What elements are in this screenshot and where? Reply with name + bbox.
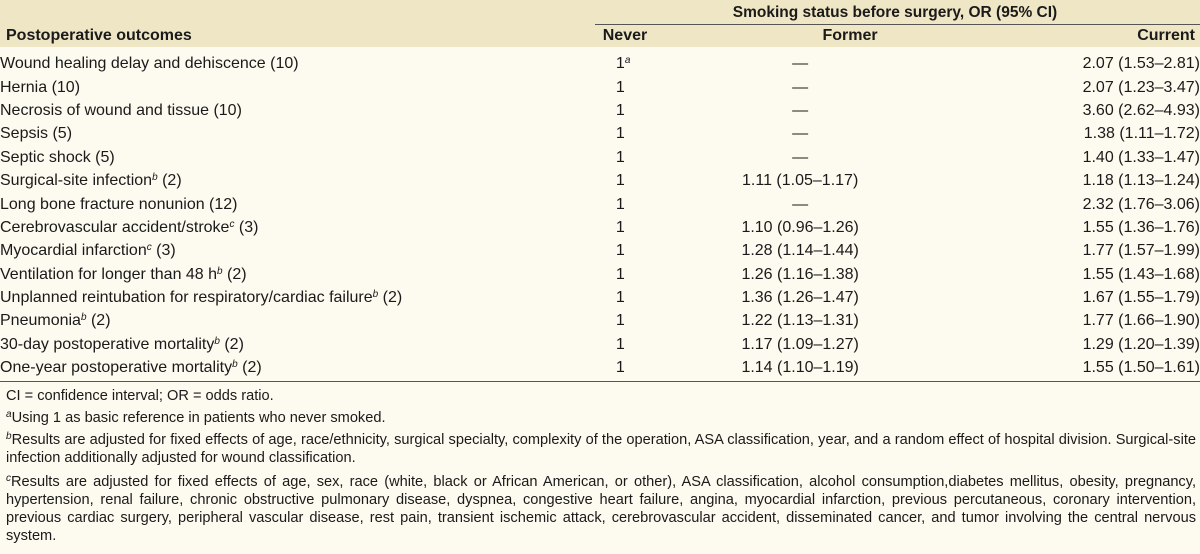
cell-current: 2.32 (1.76–3.06) bbox=[1082, 195, 1200, 213]
never-number: 1 bbox=[615, 148, 625, 166]
table-row bbox=[0, 216, 1200, 239]
outcome-reference: (2) bbox=[378, 289, 403, 307]
never-value bbox=[616, 356, 625, 379]
never-number: 1 bbox=[615, 312, 625, 330]
outcome-label: Septic shock (5) bbox=[0, 148, 115, 166]
cell-former: 1.17 (1.09–1.27) bbox=[741, 335, 859, 353]
cell-former: — bbox=[792, 195, 809, 213]
never-value bbox=[616, 239, 625, 262]
footnote-a-mark: a bbox=[6, 409, 12, 420]
cell-never bbox=[572, 169, 667, 192]
table-row bbox=[0, 169, 1200, 192]
column-header-current: Current bbox=[1137, 27, 1195, 44]
footnote-mark: b bbox=[214, 335, 220, 347]
outcome-label: Unplanned reintubation for respiratory/cardiac failure bbox=[0, 289, 373, 307]
cell-current: 1.29 (1.20–1.39) bbox=[1082, 335, 1200, 353]
cell-former: 1.28 (1.14–1.44) bbox=[741, 242, 859, 260]
footnote-mark: a bbox=[624, 55, 631, 67]
group-divider bbox=[595, 24, 1200, 25]
cell-outcome bbox=[0, 356, 572, 379]
outcome-reference: (2) bbox=[222, 265, 247, 283]
cell-never bbox=[572, 356, 667, 379]
cell-former: 1.22 (1.13–1.31) bbox=[741, 312, 859, 330]
never-number: 1 bbox=[615, 359, 625, 377]
outcome-label: Ventilation for longer than 48 h bbox=[0, 265, 218, 283]
footnote-mark: b bbox=[232, 359, 238, 371]
footnote-mark: b bbox=[152, 172, 158, 184]
never-value bbox=[616, 122, 625, 145]
footnote-mark: b bbox=[80, 312, 87, 324]
outcome-label: Pneumonia bbox=[0, 312, 81, 330]
table-row bbox=[0, 146, 1200, 169]
outcome-reference: (2) bbox=[157, 172, 182, 190]
footnotes bbox=[6, 387, 1196, 551]
footnote-a bbox=[6, 409, 1196, 427]
table-row bbox=[0, 286, 1200, 309]
table-row bbox=[0, 122, 1200, 145]
column-header-never: Never bbox=[602, 27, 648, 44]
cell-never bbox=[572, 333, 667, 356]
cell-outcome bbox=[0, 239, 572, 262]
cell-never bbox=[572, 309, 667, 332]
never-value bbox=[616, 99, 625, 122]
cell-former: — bbox=[792, 78, 809, 96]
never-number: 1 bbox=[615, 242, 625, 260]
outcome-label: Cerebrovascular accident/stroke bbox=[0, 218, 230, 236]
cell-never bbox=[572, 99, 667, 122]
outcome-label: Wound healing delay and dehiscence (10) bbox=[0, 55, 299, 73]
cell-former: — bbox=[792, 148, 809, 166]
cell-never bbox=[572, 239, 667, 262]
footnote-mark: c bbox=[146, 242, 152, 254]
never-number: 1 bbox=[615, 218, 625, 236]
footnote-mark: b bbox=[372, 289, 379, 301]
table-row bbox=[0, 239, 1200, 262]
group-title: Smoking status before surgery, OR (95% CI) bbox=[732, 4, 1058, 21]
table-header bbox=[0, 0, 1200, 47]
cell-never bbox=[572, 286, 667, 309]
never-value bbox=[616, 146, 625, 169]
cell-outcome bbox=[0, 75, 572, 98]
cell-outcome bbox=[0, 263, 572, 286]
footnote-b-mark: b bbox=[6, 431, 12, 442]
never-value bbox=[616, 309, 625, 332]
outcome-label: Long bone fracture nonunion (12) bbox=[0, 195, 238, 213]
cell-never bbox=[572, 146, 667, 169]
cell-never bbox=[572, 263, 667, 286]
cell-current: 1.67 (1.55–1.79) bbox=[1082, 289, 1200, 307]
cell-outcome bbox=[0, 192, 572, 215]
never-number: 1 bbox=[615, 335, 625, 353]
outcome-reference: (2) bbox=[219, 335, 244, 353]
never-number: 1 bbox=[615, 55, 625, 73]
cell-current: 1.55 (1.43–1.68) bbox=[1082, 265, 1200, 283]
table-row bbox=[0, 356, 1200, 379]
never-value bbox=[616, 76, 625, 99]
cell-outcome bbox=[0, 216, 572, 239]
cell-outcome bbox=[0, 309, 572, 332]
footnote-abbreviations: CI = confidence interval; OR = odds ratio. bbox=[6, 388, 274, 404]
cell-former: 1.26 (1.16–1.38) bbox=[741, 265, 859, 283]
never-value bbox=[616, 333, 625, 356]
table-row bbox=[0, 99, 1200, 122]
cell-current: 2.07 (1.53–2.81) bbox=[1082, 55, 1200, 73]
cell-former: 1.14 (1.10–1.19) bbox=[741, 359, 859, 377]
table-row bbox=[0, 333, 1200, 356]
cell-current: 3.60 (2.62–4.93) bbox=[1082, 101, 1200, 119]
never-value bbox=[616, 263, 625, 286]
cell-never bbox=[572, 216, 667, 239]
cell-outcome bbox=[0, 286, 572, 309]
cell-current: 1.55 (1.36–1.76) bbox=[1082, 218, 1200, 236]
table-row bbox=[0, 309, 1200, 332]
footnote-b bbox=[6, 431, 1196, 467]
table-row bbox=[0, 75, 1200, 98]
table-row bbox=[0, 263, 1200, 286]
cell-former: 1.36 (1.26–1.47) bbox=[741, 289, 859, 307]
never-number: 1 bbox=[615, 78, 625, 96]
outcome-label: Sepsis (5) bbox=[0, 125, 73, 143]
never-number: 1 bbox=[615, 125, 625, 143]
column-header-former: Former bbox=[822, 27, 878, 44]
outcome-label: Hernia (10) bbox=[0, 78, 81, 96]
cell-never bbox=[572, 122, 667, 145]
table-bottom-rule bbox=[0, 381, 1200, 382]
table-row bbox=[0, 192, 1200, 215]
cell-former: — bbox=[792, 125, 809, 143]
never-value bbox=[616, 286, 625, 309]
never-number: 1 bbox=[615, 101, 625, 119]
cell-current: 1.55 (1.50–1.61) bbox=[1082, 359, 1200, 377]
never-number: 1 bbox=[615, 265, 625, 283]
cell-current: 2.07 (1.23–3.47) bbox=[1082, 78, 1200, 96]
cell-outcome bbox=[0, 333, 572, 356]
cell-former: 1.11 (1.05–1.17) bbox=[742, 172, 859, 190]
cell-outcome bbox=[0, 52, 572, 75]
never-number: 1 bbox=[615, 195, 625, 213]
cell-never bbox=[572, 75, 667, 98]
outcome-label: Surgical-site infection bbox=[0, 172, 153, 190]
never-number: 1 bbox=[615, 289, 625, 307]
footnote-b-text: Results are adjusted for fixed effects of age, race/ethnicity, surgical specialty, complexity of the operation, ASA classification, year, and a random effect of hospital division. Surgical-site infection additionally adjusted for wound classification. bbox=[6, 432, 1196, 466]
never-value bbox=[616, 216, 625, 239]
cell-outcome bbox=[0, 99, 572, 122]
cell-current: 1.40 (1.33–1.47) bbox=[1082, 148, 1200, 166]
footnote-c-mark: c bbox=[6, 473, 11, 484]
cell-outcome bbox=[0, 122, 572, 145]
cell-current: 1.18 (1.13–1.24) bbox=[1082, 172, 1200, 190]
cell-never bbox=[572, 192, 667, 215]
cell-former: — bbox=[792, 101, 809, 119]
never-number: 1 bbox=[615, 172, 625, 190]
outcome-label: 30-day postoperative mortality bbox=[0, 335, 215, 353]
footnote-c-text: Results are adjusted for fixed effects of age, sex, race (white, black or African American, or other), ASA classification, alcohol consumption,diabetes mellitus, obesity, pregnancy, hypertension, renal failure, chronic obstructive pulmonary disease, dyspnea, congestive heart failure, angina, myocardial infarction, previous percutaneous, coronary intervention, previous cardiac surgery, peripheral vascular disease, rest pain, transient ischemic attack, cerebrovascular accident, disseminated cancer, and tumor involving the central nervous system. bbox=[6, 474, 1196, 544]
outcome-reference: (3) bbox=[234, 218, 259, 236]
never-value bbox=[616, 52, 630, 75]
cell-current: 1.77 (1.66–1.90) bbox=[1082, 312, 1200, 330]
outcome-label: Necrosis of wound and tissue (10) bbox=[0, 101, 242, 119]
cell-never bbox=[572, 52, 667, 75]
cell-current: 1.38 (1.11–1.72) bbox=[1083, 125, 1200, 143]
never-value bbox=[616, 193, 625, 216]
cell-outcome bbox=[0, 146, 572, 169]
column-header-outcome: Postoperative outcomes bbox=[6, 27, 192, 44]
outcome-label: One-year postoperative mortality bbox=[0, 359, 233, 377]
never-value bbox=[616, 169, 625, 192]
outcome-reference: (3) bbox=[151, 242, 176, 260]
outcomes-table bbox=[0, 52, 1200, 379]
table-row bbox=[0, 52, 1200, 75]
footnote-mark: c bbox=[229, 218, 235, 230]
outcome-reference: (2) bbox=[237, 359, 262, 377]
outcome-label: Myocardial infarction bbox=[0, 242, 147, 260]
outcome-reference: (2) bbox=[86, 312, 111, 330]
footnote-a-text: Using 1 as basic reference in patients who never smoked. bbox=[11, 410, 386, 426]
footnote-c bbox=[6, 473, 1196, 545]
cell-outcome bbox=[0, 169, 572, 192]
cell-former: 1.10 (0.96–1.26) bbox=[741, 218, 859, 236]
footnote-mark: b bbox=[217, 265, 223, 277]
cell-current: 1.77 (1.57–1.99) bbox=[1082, 242, 1200, 260]
cell-former: — bbox=[792, 55, 809, 73]
